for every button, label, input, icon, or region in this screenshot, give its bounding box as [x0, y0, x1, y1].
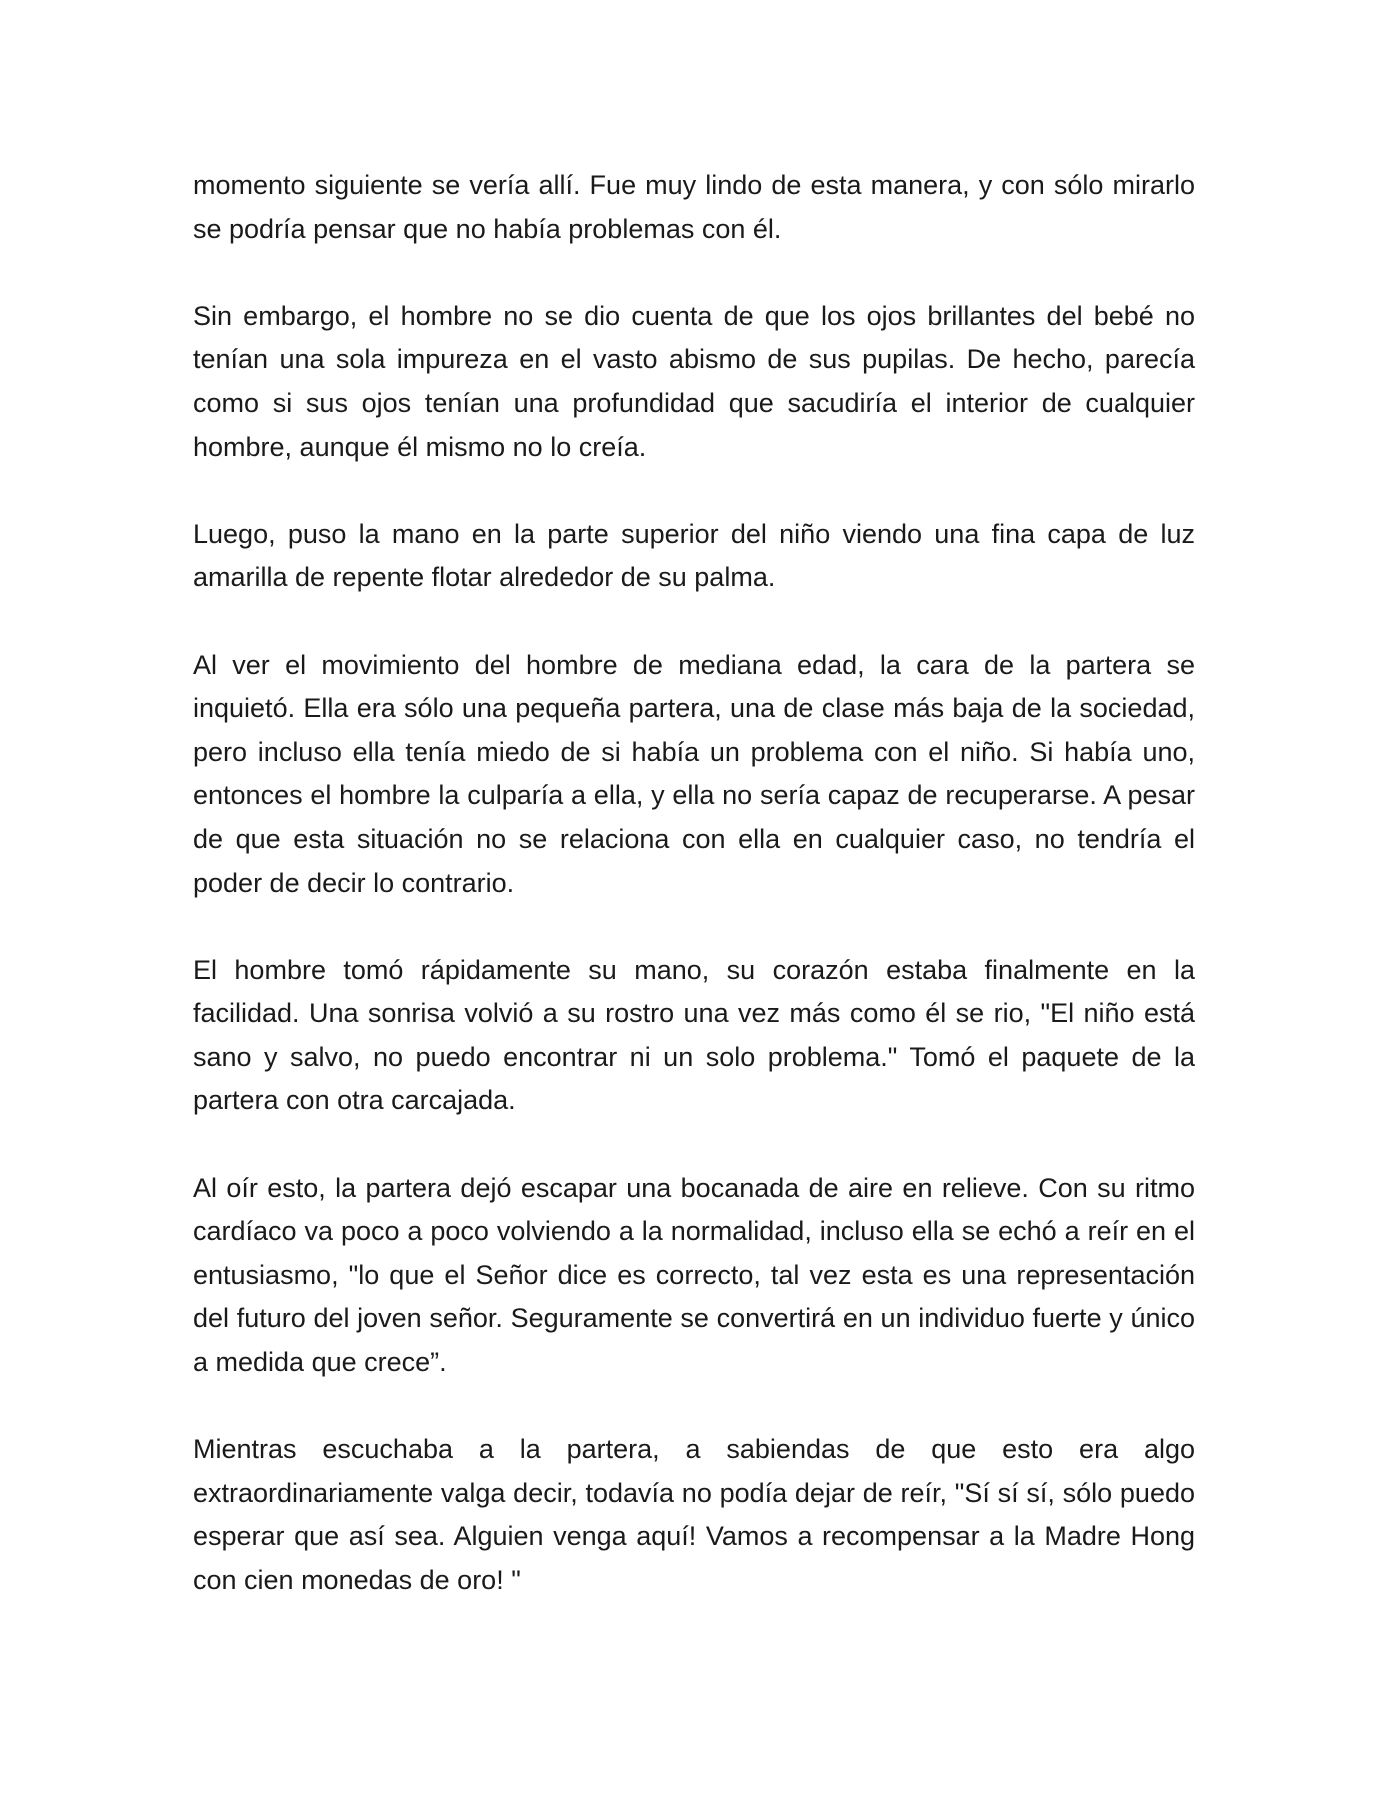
paragraph: El hombre tomó rápidamente su mano, su corazón estaba finalmente en la facilidad. Una sonrisa volvió a su rostro una vez más como él se rio, "El niño está sano y salvo, no puedo encontrar ni un solo problema." Tomó el paquete de la partera con otra carcajada. [193, 954, 1195, 1116]
paragraph: Mientras escuchaba a la partera, a sabiendas de que esto era algo extraordinariamente valga decir, todavía no podía dejar de reír, "Sí sí sí, sólo puedo esperar que así sea. Alguien venga aquí! Vamos a recompensar a la Madre Hong con cien monedas de oro! " [193, 1434, 1195, 1595]
paragraph: Luego, puso la mano en la parte superior del niño viendo una fina capa de luz amarilla de repente flotar alrededor de su palma. [193, 518, 1195, 593]
paragraph: Al ver el movimiento del hombre de mediana edad, la cara de la partera se inquietó. Ella era sólo una pequeña partera, una de clase más baja de la sociedad, pero incluso ella tenía miedo de si había un problema con el niño. Si había uno, entonces el hombre la culparía a ella, y ella no sería capaz de recuperarse. A pesar de que esta situación no se relaciona con ella en cualquier caso, no tendría el poder de decir lo contrario. [193, 649, 1195, 898]
paragraph: Sin embargo, el hombre no se dio cuenta de que los ojos brillantes del bebé no tenían una sola impureza en el vasto abismo de sus pupilas. De hecho, parecía como si sus ojos tenían una profundidad que sacudiría el interior de cualquier hombre, aunque él mismo no lo creía. [193, 300, 1195, 462]
paragraph: momento siguiente se vería allí. Fue muy lindo de esta manera, y con sólo mirarlo se podría pensar que no había problemas con él. [193, 170, 1195, 244]
document-body [193, 164, 1195, 1603]
paragraph: Al oír esto, la partera dejó escapar una bocanada de aire en relieve. Con su ritmo cardíaco va poco a poco volviendo a la normalidad, incluso ella se echó a reír en el entusiasmo, "lo que el Señor dice es correcto, tal vez esta es una representación del futuro del joven señor. Seguramente se convertirá en un individuo fuerte y único a medida que crece”. [193, 1172, 1195, 1378]
